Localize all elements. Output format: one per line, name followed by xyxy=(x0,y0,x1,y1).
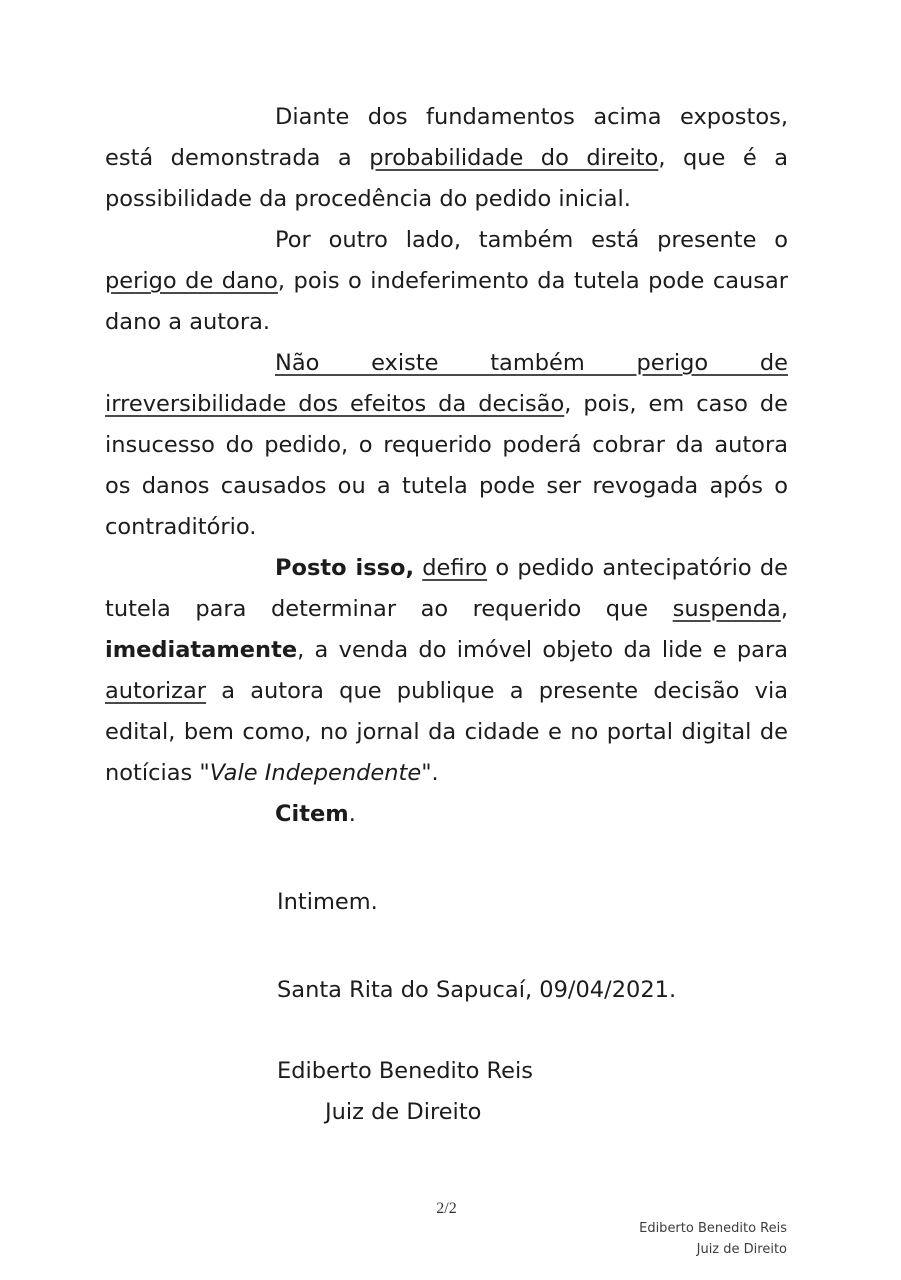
text-run: Posto isso, xyxy=(275,555,414,581)
text-run: Citem xyxy=(275,801,349,827)
text-run: suspenda xyxy=(672,596,781,622)
text-run: Por outro lado, também está presente o xyxy=(275,227,788,253)
decision-paragraphs xyxy=(105,97,788,835)
text-line xyxy=(105,507,788,548)
document-body xyxy=(105,97,788,1133)
footer-signature-block xyxy=(639,1218,787,1260)
text-run: Não existe também perigo de xyxy=(275,350,788,376)
text-line xyxy=(105,794,788,835)
text-line xyxy=(105,466,788,507)
text-run: , a venda do imóvel objeto da lide e para xyxy=(297,637,788,663)
text-run: perigo de dano xyxy=(105,268,278,294)
paragraph xyxy=(105,220,788,343)
text-run: notícias " xyxy=(105,760,210,786)
paragraph xyxy=(105,97,788,220)
text-line xyxy=(105,220,788,261)
signature-name: Ediberto Benedito Reis xyxy=(277,1058,533,1084)
text-line xyxy=(105,425,788,466)
text-run: imediatamente xyxy=(105,637,298,663)
text-line xyxy=(105,302,788,343)
text-run: contraditório. xyxy=(105,514,257,540)
text-line xyxy=(105,671,788,712)
text-run: , pois o indeferimento da tutela pode causar xyxy=(277,268,788,294)
footer-signer-name: Ediberto Benedito Reis xyxy=(639,1221,787,1236)
page-number: 2/2 xyxy=(436,1200,457,1217)
text-line xyxy=(105,753,788,794)
text-run: , que é a xyxy=(658,145,788,171)
date-line: Santa Rita do Sapucaí, 09/04/2021. xyxy=(277,977,677,1003)
text-run: autorizar xyxy=(105,678,206,704)
text-run: . xyxy=(348,801,356,827)
text-line xyxy=(105,712,788,753)
footer-signer-title: Juiz de Direito xyxy=(696,1242,787,1257)
paragraph xyxy=(105,794,788,835)
intimem-line: Intimem. xyxy=(277,889,378,915)
text-line xyxy=(105,179,788,220)
text-run: possibilidade da procedência do pedido inicial. xyxy=(105,186,631,212)
text-line xyxy=(105,138,788,179)
text-line xyxy=(105,548,788,589)
text-run: irreversibilidade dos efeitos da decisão xyxy=(105,391,565,417)
text-run: , pois, em caso de xyxy=(564,391,788,417)
text-run: Vale Independente xyxy=(209,760,422,786)
text-line xyxy=(105,261,788,302)
text-line xyxy=(105,343,788,384)
text-line xyxy=(105,630,788,671)
text-run: os danos causados ou a tutela pode ser revogada após o xyxy=(105,473,788,499)
text-run: probabilidade do direito xyxy=(369,145,659,171)
text-line xyxy=(105,97,788,138)
text-run: Diante dos fundamentos acima expostos, xyxy=(275,104,788,130)
text-run: insucesso do pedido, o requerido poderá cobrar da autora xyxy=(105,432,788,458)
paragraph xyxy=(105,343,788,548)
text-run: , xyxy=(780,596,788,622)
text-run: edital, bem como, no jornal da cidade e no portal digital de xyxy=(105,719,788,745)
text-run: está demonstrada a xyxy=(105,145,370,171)
text-line xyxy=(105,589,788,630)
text-line xyxy=(105,384,788,425)
text-run: a autora que publique a presente decisão via xyxy=(206,678,788,704)
paragraph xyxy=(105,548,788,794)
text-run: ". xyxy=(421,760,439,786)
text-run: defiro xyxy=(422,555,488,581)
text-run: dano a autora. xyxy=(105,309,271,335)
text-run: tutela para determinar ao requerido que xyxy=(105,596,673,622)
signature-title: Juiz de Direito xyxy=(325,1099,482,1125)
text-run: o pedido antecipatório de xyxy=(487,555,788,581)
